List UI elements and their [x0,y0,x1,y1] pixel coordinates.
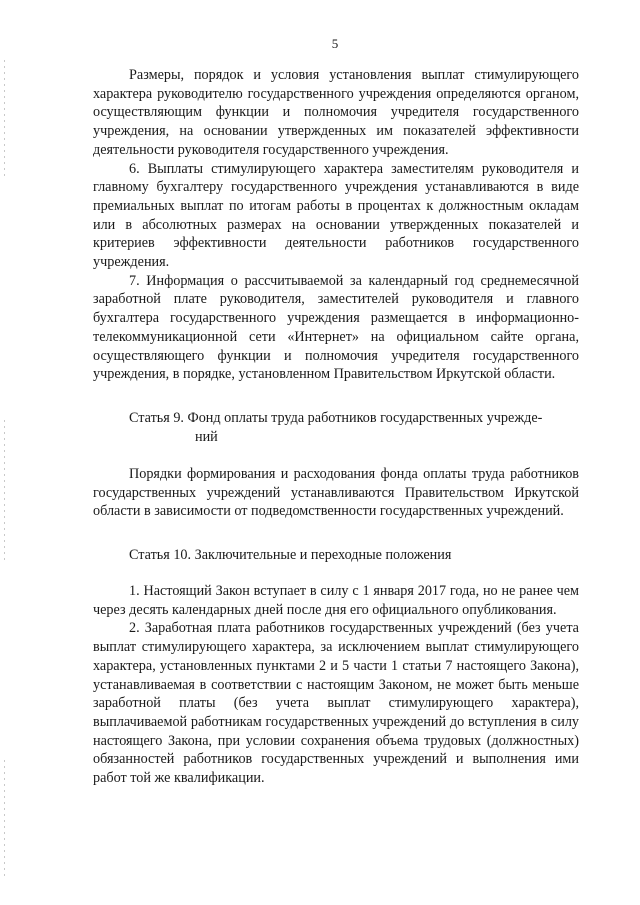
paragraph-item-7: 7. Информация о рассчитываемой за календарный год среднемесячной заработной плате руководителя, заместителей руководителя и главного бухгалтера государственного учреждения размещается в информационно-телекоммуникационной сети «Интернет» на официальном сайте органа, осуществляющего функции и полномочия учредителя государственного учреждения, в порядке, установленном Правительством Иркутской области. [93,272,579,383]
article-10-body [93,582,579,788]
article-9-heading-line1: Статья 9. Фонд оплаты труда работников государственных учрежде- [129,410,543,426]
article-9-heading [129,409,581,446]
article-10-heading-text: Статья 10. Заключительные и переходные положения [129,547,452,563]
article-10-paragraph-1: 1. Настоящий Закон вступает в силу с 1 января 2017 года, но не ранее чем через десять календарных дней после дня его официального опубликования. [93,583,579,618]
paragraph-stimulus-head: Размеры, порядок и условия установления выплат стимулирующего характера руководителю государственного учреждения определяются органом, осуществляющим функции и полномочия учредителя государственного учреждения, на основании утвержденных им показателей эффективности деятельности руководителя государственного учреждения. [93,67,579,158]
article-10-paragraph-2: 2. Заработная плата работников государственных учреждений (без учета выплат стимулирующего характера, за исключением выплат стимулирующего характера, установленных пунктами 2 и 5 части 1 статьи 7 настоящего Закона), устанавливаемая в соответствии с настоящим Законом, не может быть меньше заработной платы (без учета выплат стимулирующего характера), выплачиваемой работникам государственных учреждений до вступления в силу настоящего Закона, при условии сохранения объема трудовых (должностных) обязанностей работников государственных учреждений и выполнения ими работ той же квалификации. [93,620,579,787]
article-10-heading [129,546,581,565]
article-9-heading-line2: ний [195,428,218,445]
scan-margin-mark [4,60,5,180]
scan-margin-mark [4,420,5,560]
scan-margin-mark [4,760,5,880]
page-number: 5 [331,36,339,51]
paragraph-item-6: 6. Выплаты стимулирующего характера заместителям руководителя и главному бухгалтеру государственного учреждения устанавливаются в виде премиальных выплат по итогам работы в процентах к должностным окладам или в абсолютных размерах на основании утвержденных показателей и критериев эффективности деятельности работников государственного учреждения. [93,160,579,271]
article-9-body [93,465,579,521]
intro-section [93,66,579,384]
article-9-paragraph: Порядки формирования и расходования фонда оплаты труда работников государственных учреждений устанавливаются Правительством Иркутской области в зависимости от подведомственности государственных учреждений. [93,466,579,520]
